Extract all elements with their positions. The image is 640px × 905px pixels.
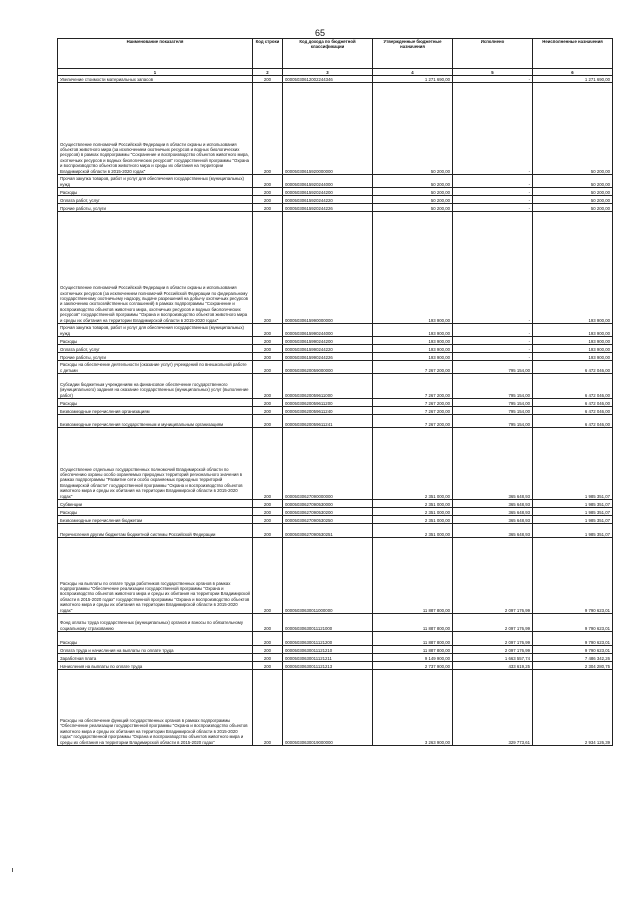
- row-approved: 11 887 800,00: [373, 632, 453, 646]
- row-code: 200: [253, 175, 283, 188]
- row-executed: 329 773,61: [453, 670, 533, 746]
- row-remaining: 6 472 046,00: [533, 399, 613, 407]
- table-row: [58, 337, 613, 345]
- row-name: Безвозмездные перечисления государственным и муниципальным организациям: [58, 415, 253, 428]
- row-executed: 2 097 176,99: [453, 614, 533, 632]
- row-remaining: 1 985 351,07: [533, 508, 613, 516]
- row-remaining: 9 790 623,01: [533, 538, 613, 614]
- row-remaining: 1 985 351,07: [533, 428, 613, 500]
- row-name: Расходы: [58, 337, 253, 345]
- row-executed: 365 648,93: [453, 428, 533, 500]
- row-approved: 2 737 900,00: [373, 662, 453, 670]
- table-row: [58, 204, 613, 212]
- row-remaining: 193 900,00: [533, 337, 613, 345]
- row-kbk: 00005030615920244220: [283, 196, 373, 204]
- row-name: Прочие работы, услуги: [58, 353, 253, 361]
- row-code: 200: [253, 516, 283, 524]
- column-number: 4: [373, 69, 453, 76]
- row-name: Расходы: [58, 188, 253, 196]
- row-code: 200: [253, 646, 283, 654]
- row-approved: 7 267 200,00: [373, 407, 453, 415]
- table-row: [58, 324, 613, 337]
- row-name: Заработная плата: [58, 654, 253, 662]
- row-code: 200: [253, 538, 283, 614]
- row-approved: 9 149 900,00: [373, 654, 453, 662]
- row-kbk: 00005030615920000000: [283, 83, 373, 175]
- row-executed: 2 097 176,99: [453, 538, 533, 614]
- row-code: 200: [253, 374, 283, 399]
- row-kbk: 00005030620059000000: [283, 361, 373, 374]
- row-approved: 2 351 000,00: [373, 516, 453, 524]
- row-name: Осуществление отдельных государственных полномочий Владимирской области по обеспечению охраны особо охраняемых природных территорий регионального значения в рамках подпрограммы "Развитие сети особо охраняемых природных территорий Владимирской области" государственной программы "Охрана и воспроизводство объектов животного мира и среды их обитания на территории Владимирской области в 2015-2020 годах": [58, 428, 253, 500]
- table-row: [58, 399, 613, 407]
- row-kbk: 00005030615920244000: [283, 175, 373, 188]
- column-number: 3: [283, 69, 373, 76]
- header-code: Код строки: [253, 39, 283, 69]
- row-name: Безвозмездные перечисления бюджетам: [58, 516, 253, 524]
- row-kbk: 00005030630011000000: [283, 538, 373, 614]
- table-row: [58, 212, 613, 324]
- header-row: [58, 39, 613, 69]
- row-remaining: 193 900,00: [533, 324, 613, 337]
- table-body: [58, 76, 613, 746]
- row-remaining: 6 472 046,00: [533, 374, 613, 399]
- row-approved: 50 200,00: [373, 204, 453, 212]
- table-row: [58, 196, 613, 204]
- row-remaining: 9 790 623,01: [533, 646, 613, 654]
- row-remaining: 6 472 046,00: [533, 407, 613, 415]
- row-kbk: 00005030627090530000: [283, 500, 373, 508]
- row-name: Расходы на выплаты по оплате труда работников государственных органов в рамках подпрограммы "Обеспечение реализации государственной программы "Охрана и воспроизводство объектов животного мира и среды их обитания на территории Владимирской области в 2015-2020 годах" государственной программы "Охрана и воспроизводство объектов животного мира и среды их обитания на территории Владимирской области в 2015-2020 годах": [58, 538, 253, 614]
- row-executed: -: [453, 345, 533, 353]
- row-code: 200: [253, 399, 283, 407]
- row-name: Прочая закупка товаров, работ и услуг для обеспечения государственных (муниципальных) нужд: [58, 324, 253, 337]
- column-number: 5: [453, 69, 533, 76]
- row-executed: 795 154,00: [453, 407, 533, 415]
- table-row: [58, 374, 613, 399]
- row-approved: 193 900,00: [373, 212, 453, 324]
- row-code: 200: [253, 196, 283, 204]
- row-kbk: 00005030615990244220: [283, 345, 373, 353]
- row-approved: 2 351 000,00: [373, 524, 453, 538]
- row-code: 200: [253, 670, 283, 746]
- row-code: 200: [253, 76, 283, 83]
- row-executed: 2 097 176,99: [453, 646, 533, 654]
- row-name: Перечисления другим бюджетам бюджетной системы Российской Федерации: [58, 524, 253, 538]
- row-approved: 7 267 200,00: [373, 399, 453, 407]
- table-row: [58, 654, 613, 662]
- table-row: [58, 415, 613, 428]
- row-name: Прочие работы, услуги: [58, 204, 253, 212]
- row-code: 200: [253, 353, 283, 361]
- row-code: 200: [253, 324, 283, 337]
- row-executed: 365 648,93: [453, 508, 533, 516]
- row-name: Субвенции: [58, 500, 253, 508]
- row-executed: -: [453, 196, 533, 204]
- row-code: 200: [253, 204, 283, 212]
- budget-execution-table: [57, 38, 613, 746]
- table-row: [58, 83, 613, 175]
- row-executed: -: [453, 212, 533, 324]
- table-row: [58, 407, 613, 415]
- row-approved: 50 200,00: [373, 196, 453, 204]
- row-approved: 193 900,00: [373, 337, 453, 345]
- row-code: 200: [253, 508, 283, 516]
- row-approved: 11 887 800,00: [373, 614, 453, 632]
- table-row: [58, 76, 613, 83]
- row-executed: -: [453, 337, 533, 345]
- table-row: [58, 632, 613, 646]
- row-executed: -: [453, 324, 533, 337]
- row-approved: 2 351 000,00: [373, 428, 453, 500]
- header-approved: Утвержденные бюджетные назначения: [373, 39, 453, 69]
- row-code: 200: [253, 361, 283, 374]
- row-approved: 7 267 200,00: [373, 374, 453, 399]
- row-kbk: 00005030615990000000: [283, 212, 373, 324]
- row-kbk: 00005030627090530250: [283, 516, 373, 524]
- row-kbk: 00005030627090000000: [283, 428, 373, 500]
- row-executed: 795 154,00: [453, 415, 533, 428]
- row-kbk: 00005030615990244226: [283, 353, 373, 361]
- table-row: [58, 508, 613, 516]
- column-number: 1: [58, 69, 253, 76]
- table-row: [58, 353, 613, 361]
- row-kbk: 00005030630019000000: [283, 670, 373, 746]
- row-code: 200: [253, 654, 283, 662]
- table-row: [58, 646, 613, 654]
- table-row: [58, 188, 613, 196]
- header-executed: Исполнено: [453, 39, 533, 69]
- table-row: [58, 538, 613, 614]
- row-remaining: 50 200,00: [533, 188, 613, 196]
- row-kbk: 00005030615990244200: [283, 337, 373, 345]
- row-remaining: 9 790 623,01: [533, 632, 613, 646]
- row-name: Субсидии бюджетным учреждениям на финансовое обеспечение государственного (муниципального) задания на оказание государственных (муниципальных) услуг (выполнение работ): [58, 374, 253, 399]
- row-approved: 2 351 000,00: [373, 508, 453, 516]
- row-kbk: 00005030630011121211: [283, 654, 373, 662]
- table-row: [58, 175, 613, 188]
- row-executed: 1 663 557,74: [453, 654, 533, 662]
- row-kbk: 00005030612002244346: [283, 76, 373, 83]
- row-approved: 2 351 000,00: [373, 500, 453, 508]
- row-remaining: 7 486 342,26: [533, 654, 613, 662]
- page-number: 65: [314, 28, 325, 38]
- row-kbk: 00005030630011121213: [283, 662, 373, 670]
- row-code: 200: [253, 428, 283, 500]
- row-remaining: 1 271 690,00: [533, 76, 613, 83]
- header-remaining: Неисполненные назначения: [533, 39, 613, 69]
- row-approved: 11 887 800,00: [373, 646, 453, 654]
- row-remaining: 2 304 280,75: [533, 662, 613, 670]
- row-executed: 795 154,00: [453, 399, 533, 407]
- row-executed: 2 097 176,99: [453, 632, 533, 646]
- row-remaining: 50 200,00: [533, 175, 613, 188]
- row-code: 200: [253, 188, 283, 196]
- row-approved: 1 271 690,00: [373, 76, 453, 83]
- row-remaining: 2 934 126,39: [533, 670, 613, 746]
- row-approved: 3 263 900,00: [373, 670, 453, 746]
- row-name: Оплата работ, услуг: [58, 345, 253, 353]
- table-row: [58, 524, 613, 538]
- row-name: Расходы: [58, 508, 253, 516]
- row-name: Оплата труда и начисления на выплаты по оплате труда: [58, 646, 253, 654]
- column-number: 6: [533, 69, 613, 76]
- row-remaining: 6 472 046,00: [533, 415, 613, 428]
- row-approved: 193 900,00: [373, 353, 453, 361]
- table-row: [58, 361, 613, 374]
- row-executed: -: [453, 83, 533, 175]
- row-remaining: 6 472 046,00: [533, 361, 613, 374]
- row-code: 200: [253, 345, 283, 353]
- row-executed: -: [453, 76, 533, 83]
- row-code: 200: [253, 500, 283, 508]
- margin-mark: [12, 868, 13, 872]
- row-name: Расходы на обеспечение функций государственных органов в рамках подпрограммы "Обеспечение реализации государственной программы "Охрана и воспроизводство объектов животного мира и среды их обитания на территории Владимирской области в 2015-2020 годах" государственной программы "Охрана и воспроизводство объектов животного мира и среды их обитания на территории Владимирской области в 2015-2020 годах": [58, 670, 253, 746]
- row-remaining: 9 790 623,01: [533, 614, 613, 632]
- column-number-row: [58, 69, 613, 76]
- row-kbk: 00005030630011121210: [283, 646, 373, 654]
- row-remaining: 1 985 351,07: [533, 500, 613, 508]
- row-kbk: 00005030620059611240: [283, 407, 373, 415]
- row-name: Расходы на обеспечение деятельности (оказание услуг) учреждений по внешкольной работе с детьми: [58, 361, 253, 374]
- row-approved: 50 200,00: [373, 83, 453, 175]
- row-kbk: 00005030627090530251: [283, 524, 373, 538]
- row-name: Осуществление полномочий Российской Федерации в области охраны и использования охотничьих ресурсов (за исключением полномочий Российской Федерации по федеральному государственному охотничьему надзору, выдаче разрешений на добычу охотничьих ресурсов и заключению охотхозяйственных соглашений) в рамках подпрограммы "Сохранение и воспроизводство объектов животного мира, охотничьих ресурсов и водных биологических ресурсов" государственной программы "Охрана и воспроизводство объектов животного мира и среды их обитания на территории Владимирской области в 2015-2020 годах": [58, 212, 253, 324]
- row-code: 200: [253, 662, 283, 670]
- table-row: [58, 670, 613, 746]
- row-code: 200: [253, 212, 283, 324]
- row-kbk: 00005030615920244226: [283, 204, 373, 212]
- row-kbk: 00005030620059611241: [283, 415, 373, 428]
- row-executed: 365 648,93: [453, 500, 533, 508]
- row-executed: 795 154,00: [453, 374, 533, 399]
- row-executed: 365 648,93: [453, 516, 533, 524]
- row-approved: 7 267 200,00: [373, 415, 453, 428]
- header-name: Наименование показателя: [58, 39, 253, 69]
- row-code: 200: [253, 337, 283, 345]
- row-code: 200: [253, 407, 283, 415]
- row-approved: 50 200,00: [373, 175, 453, 188]
- row-kbk: 00005030620059611200: [283, 399, 373, 407]
- table-row: [58, 345, 613, 353]
- row-kbk: 00005030630011121000: [283, 614, 373, 632]
- row-name: Осуществление полномочий Российской Федерации в области охраны и использования объектов животного мира (за исключением охотничьих ресурсов и водных биологических ресурсов) в рамках подпрограммы "Сохранение и воспроизводство объектов животного мира, охотничьих ресурсов и водных биологических ресурсов" государственной программы "Охрана и воспроизводство объектов животного мира и среды их обитания на территории Владимирской области в 2015-2020 годах": [58, 83, 253, 175]
- row-approved: 7 267 200,00: [373, 361, 453, 374]
- row-kbk: 00005030615990244000: [283, 324, 373, 337]
- row-executed: 365 648,93: [453, 524, 533, 538]
- row-approved: 50 200,00: [373, 188, 453, 196]
- row-kbk: 00005030627090530200: [283, 508, 373, 516]
- row-kbk: 00005030620059611000: [283, 374, 373, 399]
- header-kbk: Код дохода по бюджетной классификации: [283, 39, 373, 69]
- row-remaining: 193 900,00: [533, 212, 613, 324]
- row-kbk: 00005030615920244200: [283, 188, 373, 196]
- table-row: [58, 614, 613, 632]
- row-remaining: 1 985 351,07: [533, 516, 613, 524]
- table-row: [58, 662, 613, 670]
- table-row: [58, 500, 613, 508]
- row-name: Расходы: [58, 632, 253, 646]
- row-executed: 795 154,00: [453, 361, 533, 374]
- row-approved: 11 887 800,00: [373, 538, 453, 614]
- row-remaining: 50 200,00: [533, 196, 613, 204]
- row-code: 200: [253, 83, 283, 175]
- row-executed: -: [453, 353, 533, 361]
- row-code: 200: [253, 632, 283, 646]
- row-name: Прочая закупка товаров, работ и услуг для обеспечения государственных (муниципальных) нужд: [58, 175, 253, 188]
- table-row: [58, 516, 613, 524]
- row-executed: 433 619,25: [453, 662, 533, 670]
- row-code: 200: [253, 524, 283, 538]
- row-remaining: 193 900,00: [533, 353, 613, 361]
- row-executed: -: [453, 175, 533, 188]
- row-code: 200: [253, 415, 283, 428]
- table-row: [58, 428, 613, 500]
- row-name: Фонд оплаты труда государственных (муниципальных) органов и взносы по обязательному социальному страхованию: [58, 614, 253, 632]
- column-number: 2: [253, 69, 283, 76]
- row-executed: -: [453, 188, 533, 196]
- row-remaining: 50 200,00: [533, 204, 613, 212]
- row-remaining: 193 900,00: [533, 345, 613, 353]
- row-remaining: 50 200,00: [533, 83, 613, 175]
- row-approved: 193 900,00: [373, 324, 453, 337]
- row-name: Оплата работ, услуг: [58, 196, 253, 204]
- row-executed: -: [453, 204, 533, 212]
- row-name: Расходы: [58, 399, 253, 407]
- row-name: Увеличение стоимости материальных запасов: [58, 76, 253, 83]
- row-name: Безвозмездные перечисления организациям: [58, 407, 253, 415]
- row-name: Начисления на выплаты по оплате труда: [58, 662, 253, 670]
- row-code: 200: [253, 614, 283, 632]
- row-approved: 193 900,00: [373, 345, 453, 353]
- row-kbk: 00005030630011121200: [283, 632, 373, 646]
- row-remaining: 1 985 351,07: [533, 524, 613, 538]
